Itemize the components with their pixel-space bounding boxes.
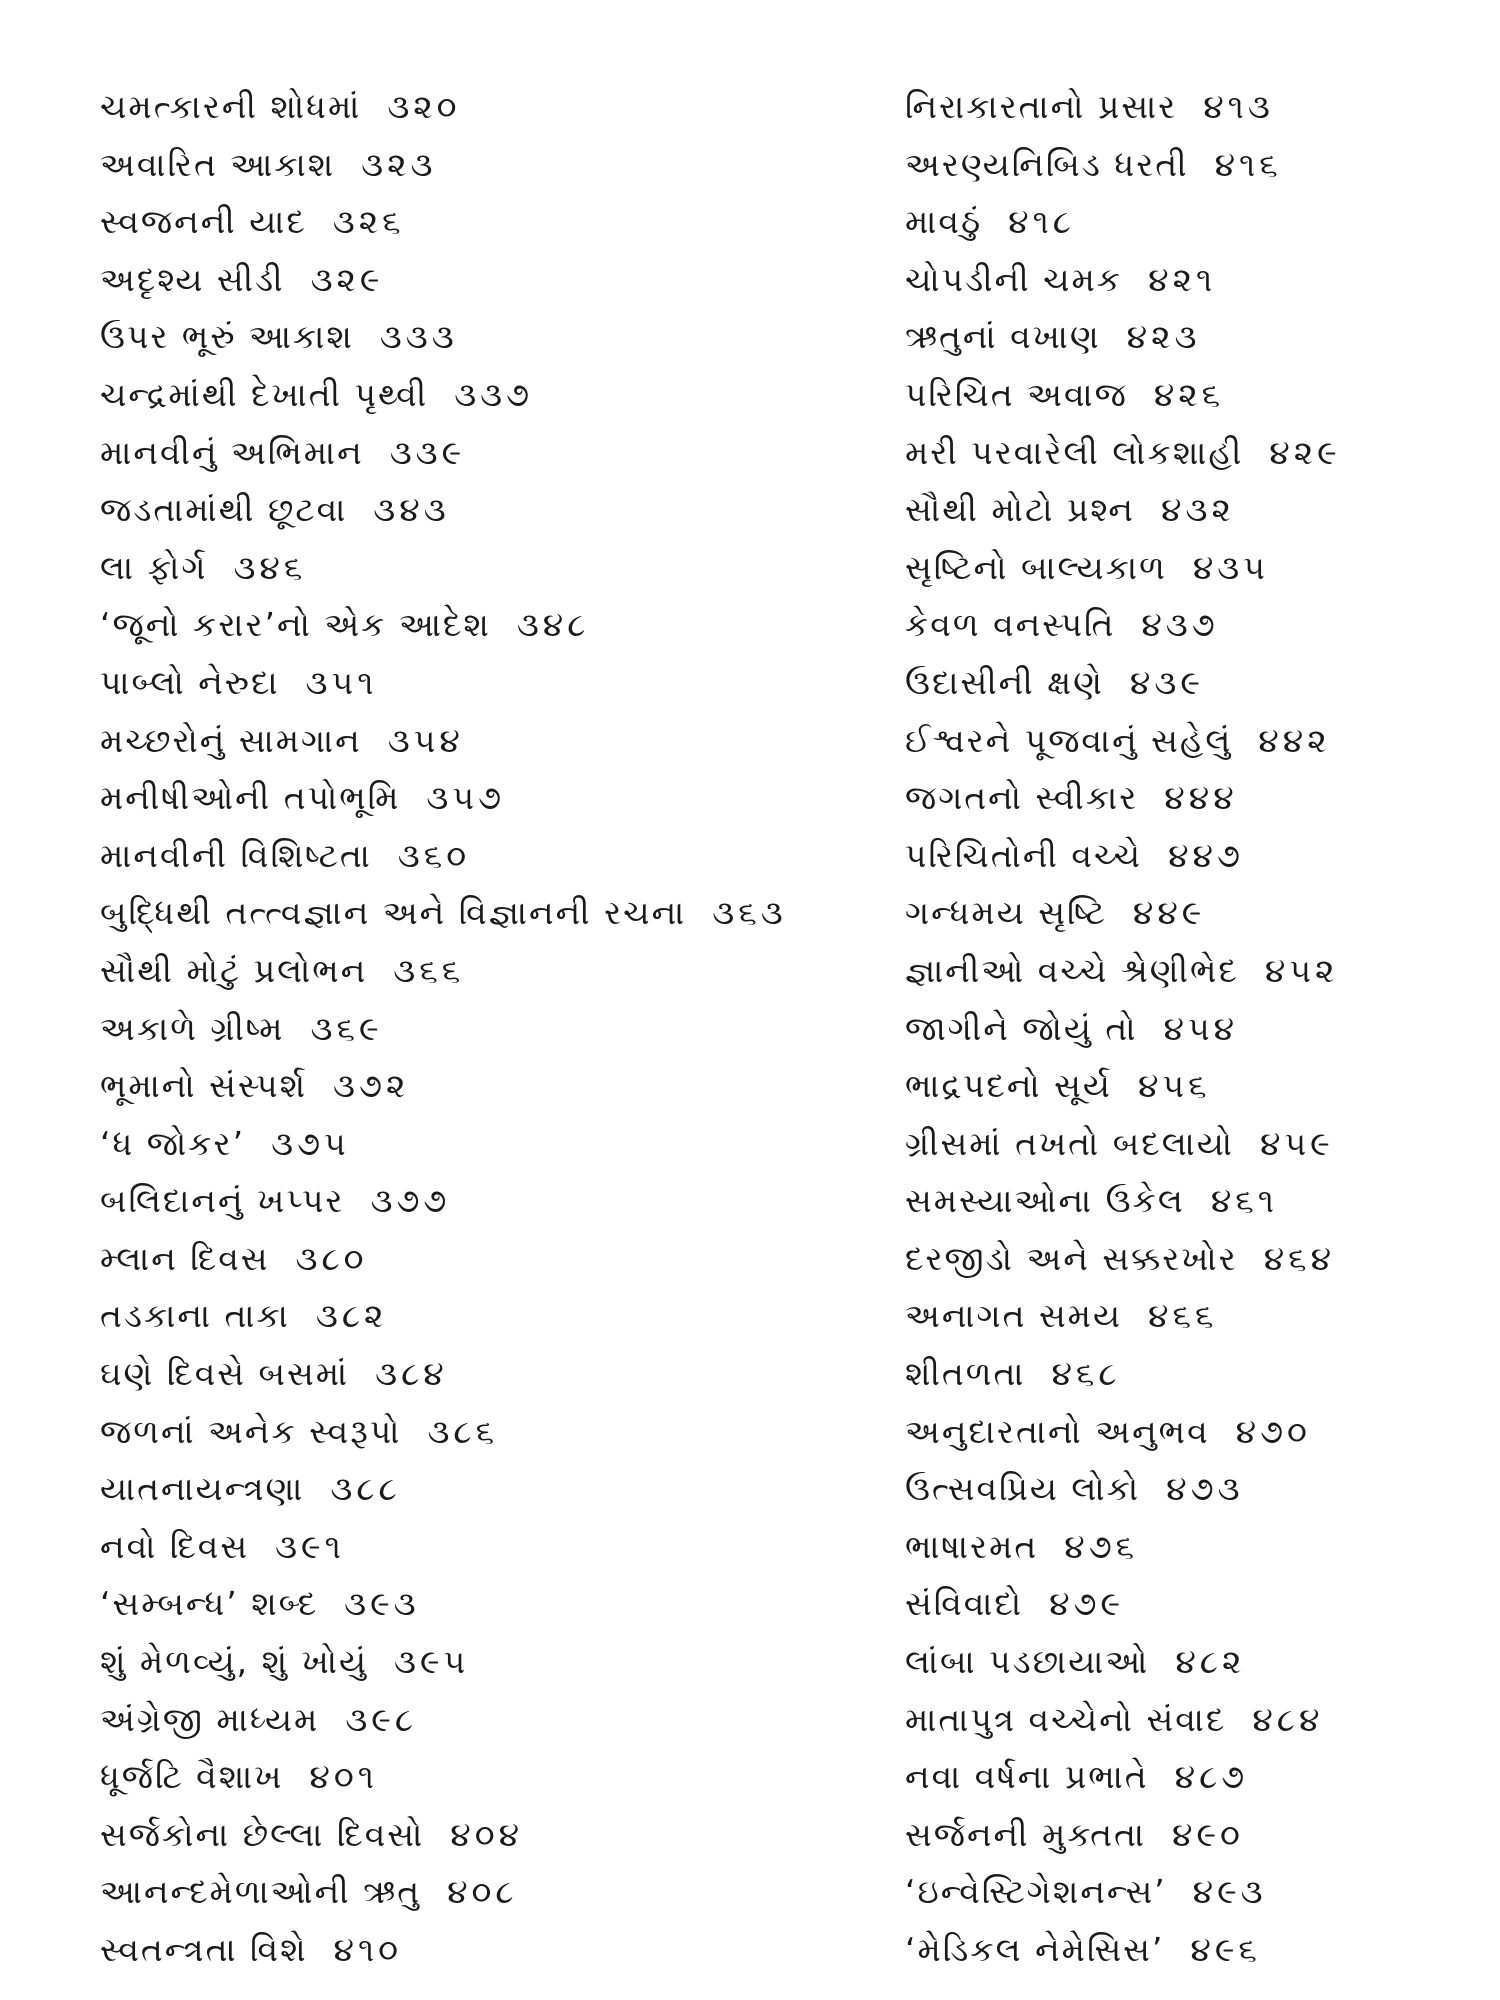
toc-entry xyxy=(100,1230,880,1288)
toc-entry-page-number: ૩૨૬ xyxy=(332,202,405,242)
toc-entry xyxy=(100,884,880,942)
toc-entry-title: ‘મેડિકલ નેમેસિસ’ xyxy=(905,1930,1165,1969)
toc-entry-title: જળનાં અનેક સ્વરૂપો xyxy=(100,1411,402,1451)
toc-entry-title: ગન્ધમય સૃષ્ટિ xyxy=(905,893,1107,933)
toc-entry-title: ‘ઇન્વેસ્ટિગેશનન્સ’ xyxy=(905,1872,1167,1912)
toc-entry-page-number: ૩૬૩ xyxy=(712,893,787,933)
toc-entry-page-number: ૪૩૫ xyxy=(1192,547,1269,587)
toc-entry-title: ઉત્સવપ્રિય લોકો xyxy=(905,1469,1141,1509)
toc-entry-title: સૌથી મોટું પ્રલોભન xyxy=(100,950,368,990)
toc-entry-page-number: ૪૭૯ xyxy=(1049,1584,1125,1624)
toc-entry-title: બુદ્ધિથી તત્ત્વજ્ઞાન અને વિજ્ઞાનની રચના xyxy=(100,893,687,933)
toc-entry xyxy=(905,251,1465,309)
toc-entry xyxy=(905,1115,1465,1173)
toc-entry xyxy=(905,308,1465,366)
toc-entry-page-number: ૪૭૬ xyxy=(1064,1526,1139,1566)
toc-entry-title: પરિચિતોની વચ્ચે xyxy=(905,835,1143,875)
toc-entry-page-number: ૪૦૧ xyxy=(309,1757,378,1797)
toc-entry-page-number: ૪૨૩ xyxy=(1126,317,1201,357)
toc-entry-title: ચોપડીની ચમક xyxy=(905,259,1123,299)
toc-entry-page-number: ૩૬૬ xyxy=(393,950,465,990)
toc-entry xyxy=(100,1345,880,1403)
toc-entry-page-number: ૪૫૪ xyxy=(1163,1008,1239,1048)
toc-entry xyxy=(905,78,1465,136)
toc-entry-title: બલિદાનનું ખપ્પર xyxy=(100,1181,345,1221)
toc-entry-title: નિરાકારતાનો પ્રસાર xyxy=(905,87,1178,126)
toc-entry-page-number: ૩૩૩ xyxy=(379,317,458,357)
toc-entry-title: અરણ્યનિબિડ ધરતી xyxy=(905,144,1189,184)
toc-entry xyxy=(100,1518,880,1576)
toc-entry-title: સૃષ્ટિનો બાલ્યકાળ xyxy=(905,547,1167,587)
toc-entry xyxy=(100,1115,880,1173)
toc-entry-page-number: ૪૪૯ xyxy=(1132,893,1206,933)
toc-entry-page-number: ૪૨૧ xyxy=(1148,259,1217,299)
toc-entry xyxy=(100,1575,880,1633)
toc-entry-page-number: ૩૭૨ xyxy=(333,1066,410,1106)
toc-entry xyxy=(905,1633,1465,1691)
toc-entry xyxy=(100,1863,880,1921)
toc-entry-title: ભાષારમત xyxy=(905,1526,1039,1566)
toc-entry xyxy=(100,1633,880,1691)
toc-entry-title: મચ્છરોનું સામગાન xyxy=(100,720,362,760)
toc-entry-page-number: ૪૧૮ xyxy=(1008,202,1075,242)
toc-entry xyxy=(100,712,880,770)
toc-entry xyxy=(100,78,880,136)
toc-entry xyxy=(905,193,1465,251)
toc-entry-page-number: ૪૩૨ xyxy=(1161,490,1235,530)
toc-entry-page-number: ૩૭૭ xyxy=(370,1181,451,1221)
toc-entry-title: ઉદાસીની ક્ષણે xyxy=(905,662,1104,702)
toc-entry-title: અકાળે ગ્રીષ્મ xyxy=(100,1008,285,1048)
toc-entry xyxy=(100,136,880,194)
toc-entry xyxy=(905,1460,1465,1518)
toc-entry-page-number: ૪૧૩ xyxy=(1203,87,1274,126)
toc-entry-page-number: ૩૫૪ xyxy=(387,720,464,760)
toc-entry-page-number: ૪૬૪ xyxy=(1263,1238,1336,1278)
toc-entry-page-number: ૪૩૯ xyxy=(1129,662,1204,702)
toc-entry-page-number: ૪૮૨ xyxy=(1175,1642,1246,1682)
toc-entry-page-number: ૩૨૯ xyxy=(310,259,384,299)
toc-entry-title: ‘ધ જોકર’ xyxy=(100,1123,246,1163)
toc-entry-page-number: ૪૯૬ xyxy=(1190,1930,1261,1969)
toc-entry xyxy=(100,308,880,366)
toc-entry-page-number: ૩૮૮ xyxy=(330,1469,401,1509)
toc-entry-page-number: ૩૪૮ xyxy=(516,605,590,645)
toc-entry-title: શું મેળવ્યું, શું ખોયું xyxy=(100,1642,368,1682)
toc-entry xyxy=(905,1287,1465,1345)
toc-entry-title: ઘણે દિવસે બસમાં xyxy=(100,1354,350,1394)
toc-entry xyxy=(100,769,880,827)
toc-entry xyxy=(100,596,880,654)
toc-entry xyxy=(100,1172,880,1230)
toc-entry xyxy=(100,1460,880,1518)
toc-entry-page-number: ૪૦૮ xyxy=(447,1872,518,1912)
toc-entry-page-number: ૪૬૧ xyxy=(1210,1181,1278,1221)
toc-entry xyxy=(905,539,1465,597)
toc-entry xyxy=(905,136,1465,194)
toc-entry-title: લાંબા પડછાયાઓ xyxy=(905,1642,1150,1682)
toc-entry xyxy=(905,1345,1465,1403)
toc-entry xyxy=(905,1000,1465,1058)
toc-entry-title: સર્જનની મુક્તતા xyxy=(905,1814,1146,1854)
toc-entry-page-number: ૩૮૨ xyxy=(315,1296,388,1336)
toc-entry xyxy=(100,1057,880,1115)
toc-entry-page-number: ૪૪૭ xyxy=(1168,835,1244,875)
toc-entry xyxy=(100,942,880,1000)
toc-entry-title: જગતનો સ્વીકાર xyxy=(905,778,1139,818)
toc-entry-page-number: ૪૪૪ xyxy=(1164,778,1238,818)
toc-entry xyxy=(905,1748,1465,1806)
toc-entry-page-number: ૩૨૦ xyxy=(387,87,461,126)
toc-entry-page-number: ૪૩૭ xyxy=(1141,605,1219,645)
toc-entry xyxy=(100,1748,880,1806)
toc-entry xyxy=(905,1921,1465,1979)
toc-entry-page-number: ૩૩૯ xyxy=(389,432,466,472)
toc-entry-page-number: ૪૬૬ xyxy=(1148,1296,1218,1336)
toc-entry-title: મરી પરવારેલી લોકશાહી xyxy=(905,432,1244,472)
toc-entry xyxy=(905,1172,1465,1230)
toc-entry xyxy=(905,1230,1465,1288)
toc-entry-page-number: ૪૧૦ xyxy=(333,1930,403,1969)
toc-entry-page-number: ૪૭૩ xyxy=(1166,1469,1244,1509)
toc-entry-page-number: ૪૪૨ xyxy=(1258,720,1331,760)
toc-entry-page-number: ૩૫૧ xyxy=(305,662,378,702)
toc-entry-title: સંવિવાદો xyxy=(905,1584,1024,1624)
toc-entry-title: આનન્દમેળાઓની ઋતુ xyxy=(100,1872,422,1912)
toc-entry-title: ભૂમાનો સંસ્પર્શ xyxy=(100,1066,308,1106)
toc-entry-title: ‘જૂનો કરાર’નો એક આદેશ xyxy=(100,605,491,645)
toc-entry-title: જડતામાંથી છૂટવા xyxy=(100,490,348,530)
toc-entry-page-number: ૩૮૦ xyxy=(295,1238,368,1278)
toc-entry-page-number: ૩૯૫ xyxy=(394,1642,470,1682)
toc-entry-page-number: ૪૬૮ xyxy=(1051,1354,1121,1394)
toc-entry xyxy=(905,1403,1465,1461)
toc-entry-title: જ્ઞાનીઓ વચ્ચે શ્રેણીભેદ xyxy=(905,950,1239,990)
toc-entry-title: સમસ્યાઓના ઉકેલ xyxy=(905,1181,1185,1221)
toc-entry-page-number: ૪૧૬ xyxy=(1214,144,1282,184)
toc-entry-page-number: ૩૯૮ xyxy=(345,1699,417,1739)
toc-entry-title: મનીષીઓની તપોભૂમિ xyxy=(100,778,401,818)
toc-entry xyxy=(905,712,1465,770)
toc-entry-page-number: ૩૪૩ xyxy=(373,490,450,530)
toc-entry xyxy=(905,424,1465,482)
toc-entry-page-number: ૪૦૪ xyxy=(450,1814,524,1854)
toc-entry xyxy=(100,424,880,482)
toc-entry-page-number: ૪૫૬ xyxy=(1137,1066,1211,1106)
toc-entry-page-number: ૪૭૦ xyxy=(1235,1411,1311,1451)
toc-entry xyxy=(905,366,1465,424)
toc-entry xyxy=(100,1403,880,1461)
toc-entry xyxy=(905,1575,1465,1633)
toc-entry-title: નવો દિવસ xyxy=(100,1526,250,1566)
toc-entry-title: લા ફોર્ગ xyxy=(100,547,208,587)
toc-entry-page-number: ૩૬૦ xyxy=(397,835,471,875)
toc-entry-title: ભાદ્રપદનો સૂર્ય xyxy=(905,1066,1112,1106)
toc-entry-title: અનાગત સમય xyxy=(905,1296,1122,1336)
toc-entry xyxy=(100,251,880,309)
toc-entry-page-number: ૪૮૪ xyxy=(1252,1699,1324,1739)
toc-entry-page-number: ૩૭૫ xyxy=(271,1123,350,1163)
toc-entry xyxy=(100,193,880,251)
toc-entry-page-number: ૩૩૭ xyxy=(454,374,534,414)
toc-entry xyxy=(905,1806,1465,1864)
toc-entry xyxy=(905,1863,1465,1921)
toc-entry xyxy=(905,1057,1465,1115)
toc-entry-title: અંગ્રેજી માધ્યમ xyxy=(100,1699,320,1739)
toc-entry-page-number: ૪૯૩ xyxy=(1192,1872,1267,1912)
toc-entry xyxy=(905,884,1465,942)
toc-entry xyxy=(905,1691,1465,1749)
toc-entry-page-number: ૪૫૯ xyxy=(1260,1123,1334,1163)
toc-entry-title: ચમત્કારની શોધમાં xyxy=(100,87,362,126)
toc-entry-title: અવારિત આકાશ xyxy=(100,144,336,184)
toc-entry xyxy=(905,942,1465,1000)
toc-entry-page-number: ૪૮૭ xyxy=(1174,1757,1249,1797)
toc-entry-title: ઋતુનાં વખાણ xyxy=(905,317,1101,357)
toc-entry-title: કેવળ વનસ્પતિ xyxy=(905,605,1116,645)
toc-entry-page-number: ૩૨૩ xyxy=(361,144,437,184)
toc-entry-title: પાબ્લો નેરુદા xyxy=(100,662,280,702)
toc-entry-page-number: ૩૮૬ xyxy=(427,1411,499,1451)
toc-entry-title: તડકાના તાકા xyxy=(100,1296,290,1336)
toc-entry xyxy=(100,1691,880,1749)
toc-entry-title: સૌથી મોટો પ્રશ્ન xyxy=(905,490,1136,530)
toc-entry xyxy=(905,654,1465,712)
toc-entry-title: મ્લાન દિવસ xyxy=(100,1238,270,1278)
toc-entry-page-number: ૩૯૧ xyxy=(275,1526,345,1566)
toc-entry-title: માતાપુત્ર વચ્ચેનો સંવાદ xyxy=(905,1699,1227,1739)
toc-entry-page-number: ૩૮૪ xyxy=(375,1354,448,1394)
toc-entry-title: ઉપર ભૂરું આકાશ xyxy=(100,317,354,357)
toc-entry-title: અદૃશ્ય સીડી xyxy=(100,259,285,299)
toc-entry-title: સર્જકોના છેલ્લા દિવસો xyxy=(100,1814,425,1854)
toc-entry xyxy=(905,769,1465,827)
toc-entry xyxy=(100,1000,880,1058)
toc-entry xyxy=(100,1287,880,1345)
toc-entry xyxy=(100,1921,880,1979)
toc-entry-title: ઈશ્વરને પૂજવાનું સહેલું xyxy=(905,720,1233,760)
toc-entry xyxy=(100,366,880,424)
toc-entry xyxy=(100,481,880,539)
toc-entry-page-number: ૪૨૬ xyxy=(1153,374,1225,414)
toc-entry xyxy=(100,654,880,712)
toc-entry-title: દરજીડો અને સક્કરખોર xyxy=(905,1238,1238,1278)
toc-entry-title: સ્વજનની યાદ xyxy=(100,202,307,242)
toc-entry-page-number: ૪૨૯ xyxy=(1269,432,1341,472)
toc-entry-title: ‘સમ્બન્ધ’ શબ્દ xyxy=(100,1584,319,1624)
toc-entry-page-number: ૩૫૭ xyxy=(426,778,506,818)
toc-entry xyxy=(905,827,1465,885)
toc-entry-page-number: ૩૯૩ xyxy=(344,1584,420,1624)
toc-right-column xyxy=(905,78,1465,1979)
toc-entry-page-number: ૪૯૦ xyxy=(1171,1814,1244,1854)
toc-entry-title: ધૂર્જટિ વૈશાખ xyxy=(100,1757,284,1797)
toc-entry-title: માનવીની વિશિષ્ટતા xyxy=(100,835,372,875)
toc-entry xyxy=(100,539,880,597)
toc-entry-page-number: ૪૫૨ xyxy=(1264,950,1339,990)
toc-entry-title: શીતળતા xyxy=(905,1354,1026,1394)
toc-entry-title: અનુદારતાનો અનુભવ xyxy=(905,1411,1210,1451)
toc-entry xyxy=(100,1806,880,1864)
toc-entry-page-number: ૩૪૬ xyxy=(233,547,307,587)
toc-entry-title: નવા વર્ષના પ્રભાતે xyxy=(905,1757,1149,1797)
toc-entry-title: માવઠું xyxy=(905,202,983,242)
toc-entry-page-number: ૩૬૯ xyxy=(310,1008,383,1048)
toc-entry-title: યાતનાયન્ત્રણા xyxy=(100,1469,305,1509)
toc-entry-title: પરિચિત અવાજ xyxy=(905,374,1128,414)
toc-entry xyxy=(905,481,1465,539)
toc-entry xyxy=(905,1518,1465,1576)
toc-entry-title: જાગીને જોયું તો xyxy=(905,1008,1138,1048)
toc-entry-title: ગ્રીસમાં તખતો બદલાયો xyxy=(905,1123,1235,1163)
toc-entry xyxy=(100,827,880,885)
toc-entry-title: માનવીનું અભિમાન xyxy=(100,432,364,472)
toc-left-column xyxy=(100,78,880,1979)
toc-entry-title: ચન્દ્રમાંથી દેખાતી પૃથ્વી xyxy=(100,374,429,414)
toc-entry xyxy=(905,596,1465,654)
toc-entry-title: સ્વતન્ત્રતા વિશે xyxy=(100,1930,308,1969)
